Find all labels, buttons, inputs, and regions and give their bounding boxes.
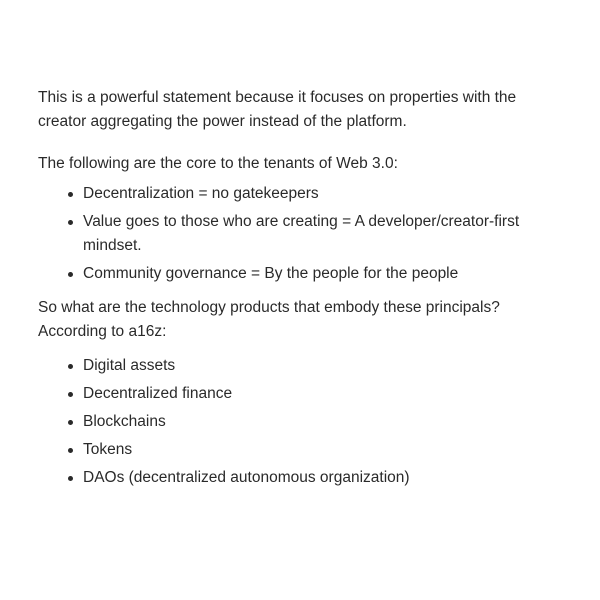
list-item — [83, 210, 558, 258]
list-item — [83, 262, 558, 286]
tenants-list — [38, 182, 558, 286]
list-item — [83, 182, 558, 206]
bullet-icon — [68, 364, 73, 369]
list-item-text: Value goes to those who are creating = A developer/creator-first mindset. — [83, 213, 520, 254]
bullet-icon — [68, 272, 73, 277]
bullet-icon — [68, 192, 73, 197]
paragraph-technology-products: So what are the technology products that embody these principals? According to a16z: — [38, 299, 500, 340]
list-item-text: DAOs (decentralized autonomous organization) — [83, 469, 410, 486]
bullet-icon — [68, 392, 73, 397]
list-item-text: Decentralized finance — [83, 385, 233, 402]
list-item — [83, 466, 558, 490]
list-item-text: Blockchains — [83, 413, 166, 430]
article-body — [38, 86, 558, 494]
bullet-icon — [68, 220, 73, 225]
list-item-text: Community governance = By the people for the people — [83, 265, 459, 282]
list-item — [83, 382, 558, 406]
bullet-icon — [68, 420, 73, 425]
paragraph-core-tenants: The following are the core to the tenants of Web 3.0: — [38, 155, 398, 172]
list-item — [83, 410, 558, 434]
paragraph-intro: This is a powerful statement because it focuses on properties with the creator aggregating the power instead of the platform. — [38, 89, 517, 130]
bullet-icon — [68, 448, 73, 453]
list-item-text: Decentralization = no gatekeepers — [83, 185, 319, 202]
list-item — [83, 354, 558, 378]
list-item — [83, 438, 558, 462]
list-item-text: Digital assets — [83, 357, 176, 374]
technology-products-list — [38, 354, 558, 490]
bullet-icon — [68, 476, 73, 481]
list-item-text: Tokens — [83, 441, 133, 458]
